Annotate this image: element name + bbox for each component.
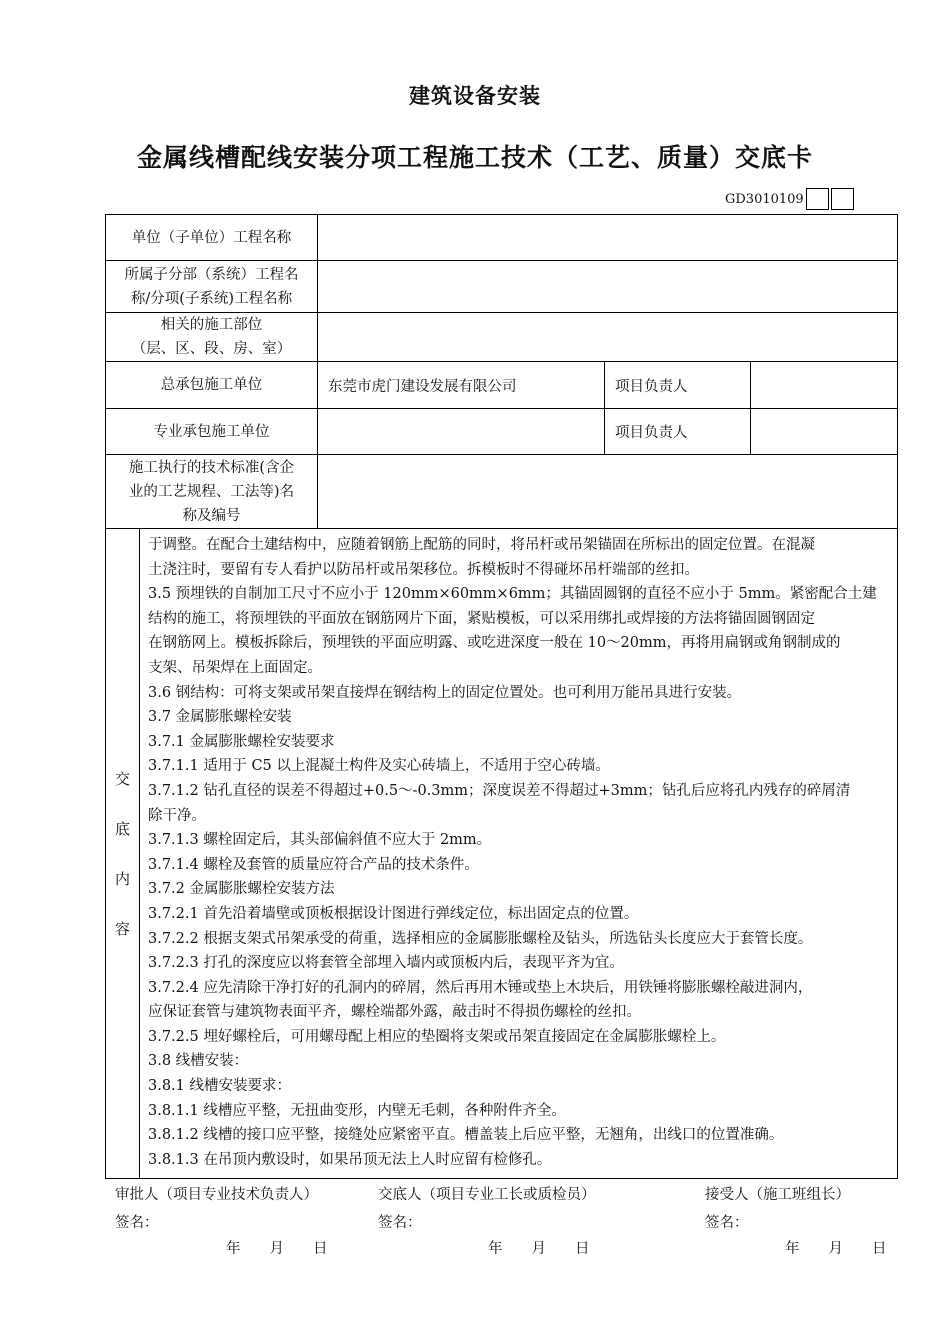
side-char-3: 内: [114, 869, 130, 888]
document-category: 建筑设备安装: [409, 83, 541, 108]
special-manager-value[interactable]: [751, 409, 898, 455]
location-label-line2: （层、区、段、房、室）: [131, 341, 292, 357]
general-manager-value[interactable]: [751, 362, 898, 409]
side-char-1: 交: [114, 769, 130, 788]
general-contractor-value[interactable]: 东莞市虎门建设发展有限公司: [318, 362, 605, 409]
content-line: 3.5 预埋铁的自制加工尺寸不应小于 120mm×60mm×6mm；其锚固圆钢的直径不应小于 5mm。紧密配合土建: [148, 586, 877, 603]
standard-label-line3: 称及编号: [182, 507, 241, 524]
location-label: [106, 313, 318, 362]
content-line: 3.7.1.2 钻孔直径的误差不得超过+0.5～-0.3mm；深度误差不得超过+3mm；钻孔后应将孔内残存的碎屑清: [148, 782, 851, 799]
content-line: 3.7.2 金属膨胀螺栓安装方法: [148, 881, 335, 898]
discloser-label: 交底人（项目专业工长或质检员）: [378, 1187, 596, 1203]
project-name-value[interactable]: [318, 215, 898, 261]
code-box-1[interactable]: [806, 188, 829, 210]
content-line: 3.7.1.4 螺栓及套管的质量应符合产品的技术条件。: [148, 856, 479, 873]
content-line: 3.7.2.4 应先清除干净打好的孔洞内的碎屑，然后再用木锤或垫上木块后，用铁锤将膨胀螺栓敲进洞内，: [148, 979, 813, 996]
sub-project-label: [106, 261, 318, 313]
discloser-date[interactable]: 年 月 日: [488, 1241, 590, 1257]
content-line: 3.7.2.5 埋好螺栓后，可用螺母配上相应的垫圈将支架或吊架直接固定在金属膨胀螺栓上。: [148, 1028, 726, 1045]
special-contractor-value[interactable]: [318, 409, 605, 455]
general-contractor-label: 总承包施工单位: [106, 362, 318, 409]
content-line: 3.7.1 金属膨胀螺栓安装要求: [148, 733, 335, 750]
content-line: 3.8.1 线槽安装要求：: [148, 1078, 292, 1095]
content-line: 3.7.2.3 打孔的深度应以将套管全部埋入墙内或顶板内后，表现平齐为宜。: [148, 955, 624, 972]
document-title: 金属线槽配线安装分项工程施工技术（工艺、质量）交底卡: [136, 143, 813, 172]
content-line: 3.7.2.2 根据支架式吊架承受的荷重，选择相应的金属膨胀螺栓及钻头，所选钻头长度应大于套管长度。: [148, 930, 813, 947]
general-manager-label: 项目负责人: [605, 362, 751, 409]
side-char-2: 底: [114, 819, 130, 838]
content-line: 3.8.1.1 线槽应平整，无扭曲变形，内壁无毛刺，各种附件齐全。: [148, 1102, 566, 1119]
content-line: 3.7.1.1 适用于 C5 以上混凝土构件及实心砖墙上，不适用于空心砖墙。: [148, 758, 610, 775]
content-line: 土浇注时，要留有专人看护以防吊杆或吊架移位。拆模板时不得碰坏吊杆端部的丝扣。: [148, 561, 699, 578]
row-standard: [106, 455, 898, 529]
discloser-sign[interactable]: 签名：: [378, 1215, 422, 1231]
content-line: 除干净。: [148, 807, 206, 824]
content-line: 3.8.1.2 线槽的接口应平整，接缝处应紧密平直。槽盖装上后应平整，无翘角，出线口的位置准确。: [148, 1127, 784, 1144]
content-line: 结构的施工，将预埋铁的平面放在钢筋网片下面，紧贴模板，可以采用绑扎或焊接的方法将锚固圆钢固定: [148, 610, 815, 627]
receiver-date[interactable]: 年 月 日: [785, 1241, 887, 1257]
row-disclosure-content: [106, 529, 898, 1179]
content-line: 支架、吊架焊在上面固定。: [148, 659, 322, 676]
document-code: [725, 188, 854, 210]
sub-project-value[interactable]: [318, 261, 898, 313]
content-line: 3.8.1.3 在吊顶内敷设时，如果吊顶无法上人时应留有检修孔。: [148, 1151, 552, 1168]
location-label-line1: 相关的施工部位: [160, 317, 263, 333]
standard-label-line2: 业的工艺规程、工法等)名: [128, 483, 295, 500]
standard-value[interactable]: [318, 455, 898, 529]
content-line: 3.7 金属膨胀螺栓安装: [148, 709, 292, 726]
standard-label: [106, 455, 318, 529]
row-sub-project: [106, 261, 898, 313]
sub-project-label-line1: 所属子分部（系统）工程名: [124, 266, 299, 283]
row-location: [106, 313, 898, 362]
row-special-contractor: [106, 409, 898, 455]
special-manager-label: 项目负责人: [605, 409, 751, 455]
code-box-2[interactable]: [831, 188, 854, 210]
approver-date[interactable]: 年 月 日: [226, 1241, 328, 1257]
project-name-label: 单位（子单位）工程名称: [106, 215, 318, 261]
location-value[interactable]: [318, 313, 898, 362]
row-project-name: [106, 215, 898, 261]
content-line: 应保证套管与建筑物表面平齐，螺栓端都外露，敲击时不得损伤螺栓的丝扣。: [148, 1004, 641, 1021]
sub-project-label-line2: 称/分项(子系统)工程名称: [130, 290, 293, 307]
content-line: 于调整。在配合土建结构中，应随着钢筋上配筋的同时，将吊杆或吊架锚固在所标出的固定位置。在混凝: [148, 537, 815, 553]
disclosure-form: [105, 214, 898, 1179]
content-line: 在钢筋网上。模板拆除后，预埋铁的平面应明露、或吃进深度一般在 10～20mm，再将用扁钢或角钢制成的: [148, 635, 841, 652]
disclosure-side-label: [106, 529, 140, 1179]
document-code-text: GD3010109: [725, 191, 804, 207]
receiver-label: 接受人（施工班组长）: [705, 1187, 850, 1203]
approver-sign[interactable]: 签名：: [115, 1215, 159, 1231]
standard-label-line1: 施工执行的技术标准(含企: [128, 459, 295, 476]
content-line: 3.7.1.3 螺栓固定后，其头部偏斜值不应大于 2mm。: [148, 832, 492, 849]
approver-label: 审批人（项目专业技术负责人）: [115, 1187, 318, 1203]
content-line: 3.8 线槽安装：: [148, 1053, 249, 1070]
receiver-sign[interactable]: 签名：: [705, 1215, 749, 1231]
disclosure-content: [140, 529, 898, 1179]
row-general-contractor: [106, 362, 898, 409]
content-line: 3.6 钢结构：可将支架或吊架直接焊在钢结构上的固定位置处。也可利用万能吊具进行安装。: [148, 684, 742, 701]
side-char-4: 容: [114, 919, 130, 938]
special-contractor-label: 专业承包施工单位: [106, 409, 318, 455]
content-line: 3.7.2.1 首先沿着墙壁或顶板根据设计图进行弹线定位，标出固定点的位置。: [148, 905, 639, 922]
